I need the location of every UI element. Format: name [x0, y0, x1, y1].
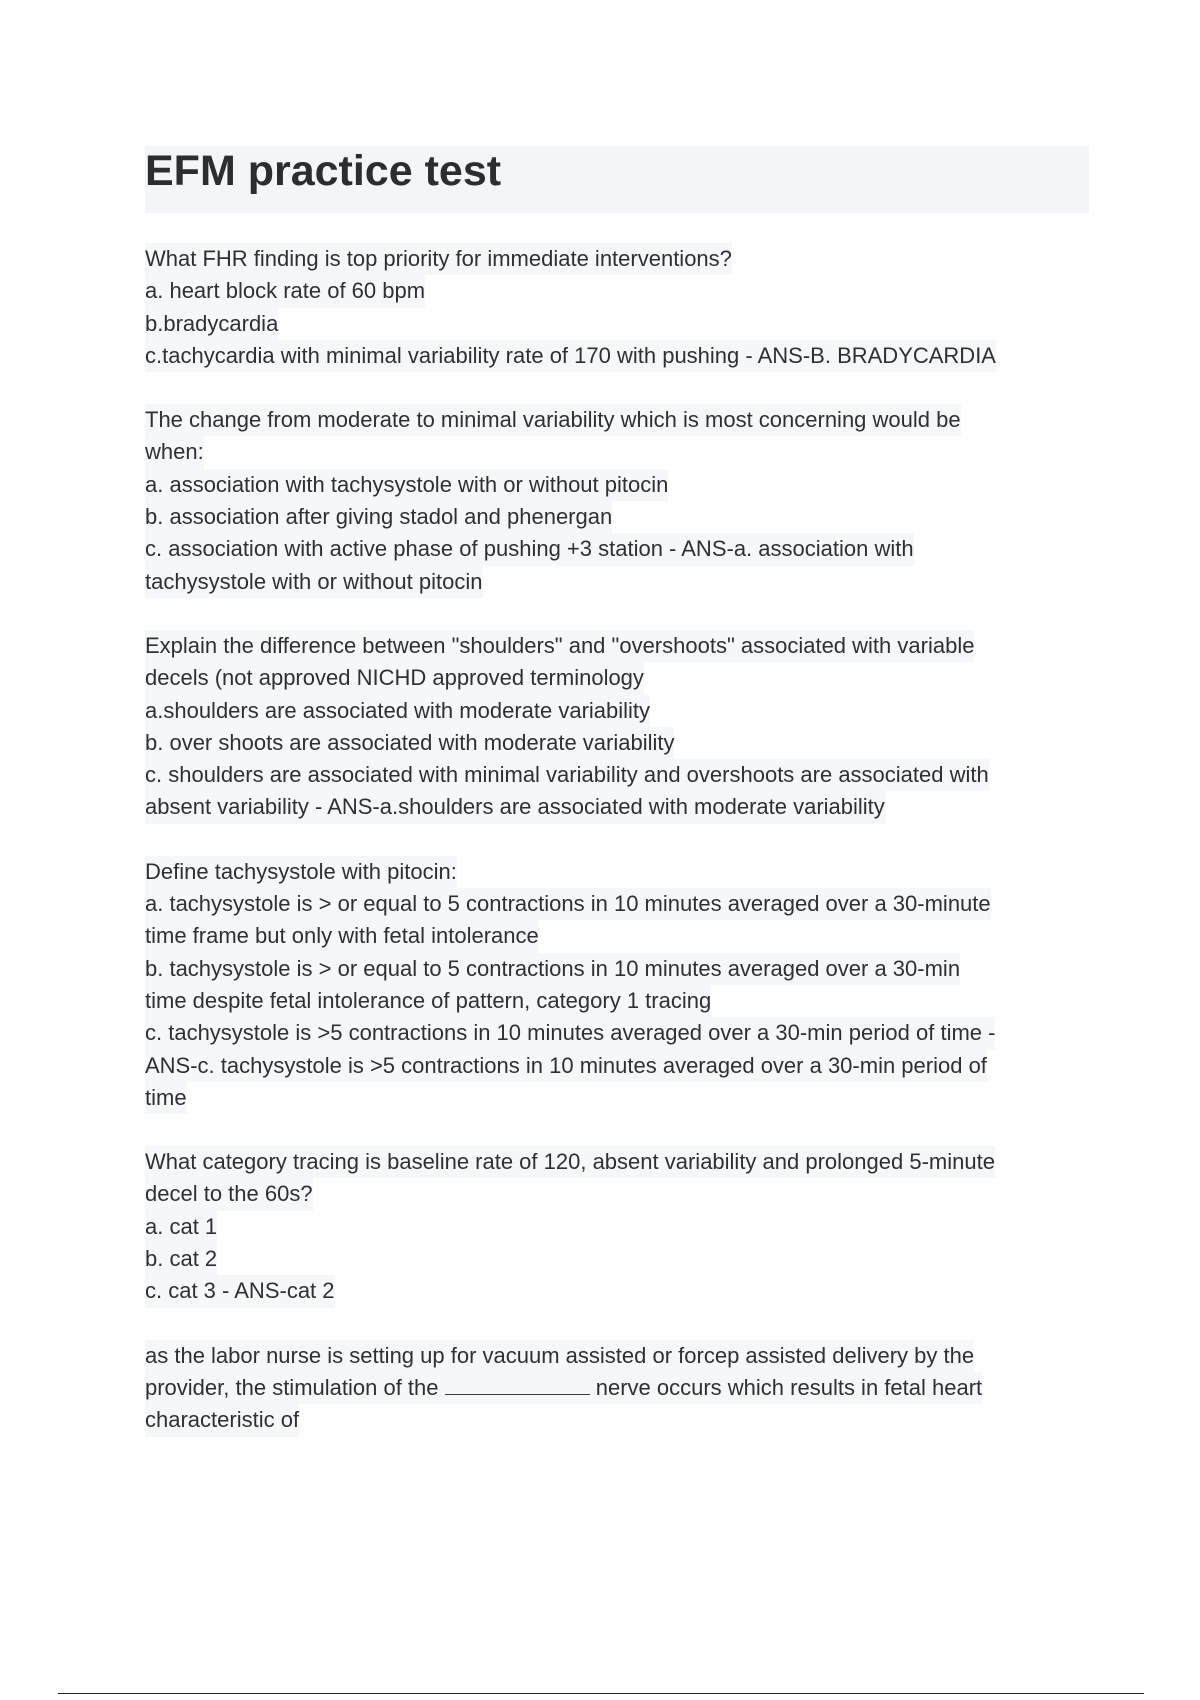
answer-option: a. association with tachysystole with or without pitocin: [145, 469, 668, 501]
question-stem: Explain the difference between "shoulders" and "overshoots" associated with variable: [145, 630, 974, 662]
question-stem: What FHR finding is top priority for immediate interventions?: [145, 243, 732, 275]
question-4: [145, 856, 1089, 1114]
answer-option-with-key: c. association with active phase of pushing +3 station - ANS-a. association with: [145, 533, 914, 565]
answer-option: time frame but only with fetal intolerance: [145, 920, 539, 952]
answer-option: b. association after giving stadol and phenergan: [145, 501, 612, 533]
stem-text: provider, the stimulation of the: [145, 1374, 445, 1400]
title-band: [145, 146, 1089, 213]
answer-option: a. tachysystole is > or equal to 5 contractions in 10 minutes averaged over a 30-minute: [145, 888, 991, 920]
question-stem: The change from moderate to minimal variability which is most concerning would be: [145, 404, 961, 436]
question-stem: decels (not approved NICHD approved terminology: [145, 662, 644, 694]
answer-key: time: [145, 1082, 187, 1114]
answer-key: tachysystole with or without pitocin: [145, 566, 483, 598]
question-3: [145, 630, 1089, 824]
answer-option: b. over shoots are associated with moderate variability: [145, 727, 674, 759]
document-page: [145, 146, 1089, 1469]
answer-option-with-key: c. cat 3 - ANS-cat 2: [145, 1275, 335, 1307]
question-stem: characteristic of: [145, 1404, 299, 1436]
document-title: EFM practice test: [145, 147, 502, 195]
question-stem: as the labor nurse is setting up for vacuum assisted or forcep assisted delivery by the: [145, 1340, 974, 1372]
answer-option: a. heart block rate of 60 bpm: [145, 275, 425, 307]
answer-option: time despite fetal intolerance of pattern, category 1 tracing: [145, 985, 711, 1017]
question-stem-with-blank: [145, 1372, 982, 1404]
answer-option: c. shoulders are associated with minimal variability and overshoots are associated with: [145, 759, 989, 791]
answer-option: b. tachysystole is > or equal to 5 contractions in 10 minutes averaged over a 30-min: [145, 953, 960, 985]
question-1: [145, 243, 1089, 372]
question-stem: What category tracing is baseline rate of 120, absent variability and prolonged 5-minute: [145, 1146, 995, 1178]
answer-option: c. tachysystole is >5 contractions in 10 minutes averaged over a 30-min period of time -: [145, 1017, 995, 1049]
fill-in-blank: [445, 1374, 590, 1395]
answer-key: ANS-c. tachysystole is >5 contractions in 10 minutes averaged over a 30-min period of: [145, 1050, 987, 1082]
question-2: [145, 404, 1089, 598]
question-5: [145, 1146, 1089, 1307]
answer-option: b.bradycardia: [145, 308, 278, 340]
stem-text: nerve occurs which results in fetal heart: [589, 1374, 983, 1400]
question-stem: when:: [145, 436, 204, 468]
answer-option: a. cat 1: [145, 1211, 217, 1243]
question-stem: decel to the 60s?: [145, 1178, 313, 1210]
answer-option: a.shoulders are associated with moderate variability: [145, 695, 650, 727]
question-6: [145, 1340, 1089, 1437]
answer-key: absent variability - ANS-a.shoulders are associated with moderate variability: [145, 791, 885, 823]
answer-option-with-key: c.tachycardia with minimal variability rate of 170 with pushing - ANS-B. BRADYCARDIA: [145, 340, 996, 372]
question-stem: Define tachysystole with pitocin:: [145, 856, 457, 888]
answer-option: b. cat 2: [145, 1243, 217, 1275]
footer-divider: [58, 1693, 1144, 1694]
